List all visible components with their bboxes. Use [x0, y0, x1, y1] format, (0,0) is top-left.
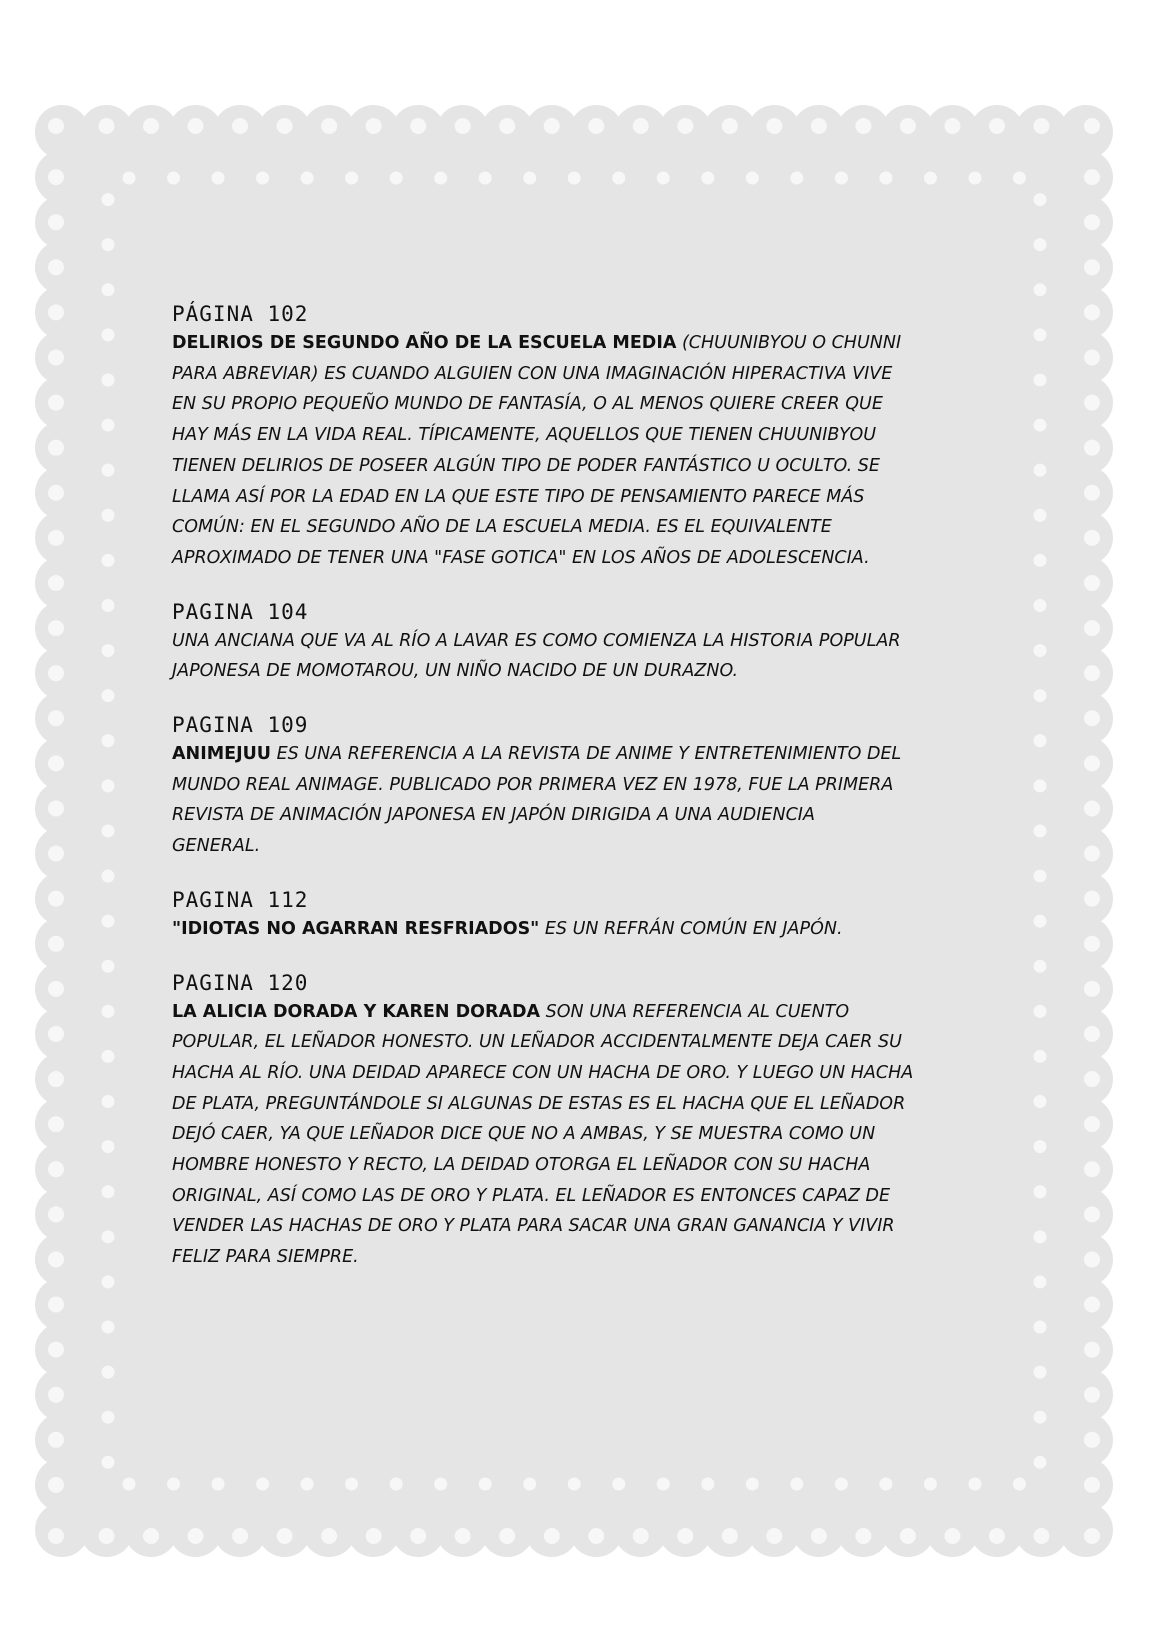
frame-eyelet [1084, 846, 1100, 862]
frame-eyelet [102, 1456, 115, 1469]
frame-eyelet [48, 1528, 64, 1544]
frame-eyelet [102, 1050, 115, 1063]
frame-eyelet [677, 118, 693, 134]
frame-eyelet [102, 283, 115, 296]
frame-eyelet [701, 172, 714, 185]
frame-eyelet [1084, 169, 1100, 185]
frame-eyelet [1084, 485, 1100, 501]
text-line [172, 543, 972, 574]
frame-eyelet [924, 172, 937, 185]
frame-eyelet [1084, 936, 1100, 952]
frame-eyelet [677, 1528, 693, 1544]
frame-eyelet [434, 1478, 447, 1491]
frame-eyelet [48, 1477, 64, 1493]
frame-eyelet [523, 172, 536, 185]
frame-eyelet [390, 172, 403, 185]
frame-eyelet [48, 846, 64, 862]
frame-eyelet [1034, 1185, 1047, 1198]
frame-eyelet [1034, 915, 1047, 928]
frame-eyelet [1033, 1528, 1049, 1544]
frame-eyelet [102, 734, 115, 747]
frame-eyelet [1084, 214, 1100, 230]
frame-eyelet [102, 1411, 115, 1424]
frame-eyelet [321, 1528, 337, 1544]
text-segment: DEJÓ CAER, YA QUE LEÑADOR DICE QUE NO A AMBAS, Y SE MUESTRA COMO UN [172, 1124, 876, 1145]
frame-eyelet [48, 530, 64, 546]
frame-eyelet [102, 599, 115, 612]
highlighted-term: LA ALICIA DORADA Y KAREN DORADA [172, 1001, 541, 1022]
text-line [172, 1058, 972, 1089]
frame-eyelet [48, 349, 64, 365]
frame-eyelet [701, 1478, 714, 1491]
page-reference-heading: PAGINA 120 [172, 970, 309, 995]
frame-eyelet [766, 1528, 782, 1544]
frame-eyelet [143, 1528, 159, 1544]
text-line [172, 739, 972, 770]
frame-eyelet [48, 1432, 64, 1448]
frame-eyelet [1034, 1321, 1047, 1334]
frame-eyelet [102, 1275, 115, 1288]
frame-eyelet [1084, 118, 1100, 134]
text-line [172, 389, 972, 420]
note-text [172, 997, 972, 1273]
frame-eyelet [835, 1478, 848, 1491]
frame-eyelet [48, 620, 64, 636]
text-line [172, 1150, 972, 1181]
frame-eyelet [48, 1071, 64, 1087]
frame-eyelet [1034, 734, 1047, 747]
frame-eyelet [277, 118, 293, 134]
frame-eyelet [1034, 1275, 1047, 1288]
frame-eyelet [1013, 1478, 1026, 1491]
frame-eyelet [102, 464, 115, 477]
notes-content [172, 300, 972, 1297]
frame-eyelet [1034, 373, 1047, 386]
frame-eyelet [102, 238, 115, 251]
text-line [172, 1181, 972, 1212]
frame-eyelet [232, 1528, 248, 1544]
frame-eyelet [321, 118, 337, 134]
frame-eyelet [1034, 1411, 1047, 1424]
text-line [172, 656, 972, 687]
frame-eyelet [835, 172, 848, 185]
frame-eyelet [766, 118, 782, 134]
frame-eyelet [1034, 1095, 1047, 1108]
frame-eyelet [188, 118, 204, 134]
frame-eyelet [48, 259, 64, 275]
frame-eyelet [1034, 509, 1047, 522]
text-segment: FELIZ PARA SIEMPRE. [172, 1247, 359, 1268]
frame-eyelet [48, 1116, 64, 1132]
frame-eyelet [1084, 755, 1100, 771]
frame-eyelet [143, 118, 159, 134]
frame-eyelet [1084, 800, 1100, 816]
note-section [172, 300, 972, 574]
frame-eyelet [256, 172, 269, 185]
frame-eyelet [1034, 824, 1047, 837]
frame-eyelet [102, 689, 115, 702]
frame-eyelet [1084, 575, 1100, 591]
frame-eyelet [1034, 1005, 1047, 1018]
frame-eyelet [48, 936, 64, 952]
text-segment: ES UN REFRÁN COMÚN EN JAPÓN. [539, 918, 843, 939]
note-text [172, 328, 972, 574]
frame-eyelet [102, 1321, 115, 1334]
frame-eyelet [99, 118, 115, 134]
frame-eyelet [410, 118, 426, 134]
frame-eyelet [102, 328, 115, 341]
frame-eyelet [1034, 238, 1047, 251]
text-line [172, 328, 972, 359]
frame-eyelet [1034, 1230, 1047, 1243]
frame-eyelet [212, 172, 225, 185]
frame-eyelet [102, 644, 115, 657]
frame-eyelet [523, 1478, 536, 1491]
frame-eyelet [1084, 349, 1100, 365]
highlighted-term: DELIRIOS DE SEGUNDO AÑO DE LA ESCUELA MEDIA [172, 333, 677, 353]
frame-eyelet [633, 118, 649, 134]
frame-eyelet [455, 1528, 471, 1544]
frame-eyelet [544, 118, 560, 134]
text-line [172, 914, 972, 945]
frame-eyelet [479, 1478, 492, 1491]
frame-eyelet [1034, 644, 1047, 657]
frame-eyelet [1084, 530, 1100, 546]
frame-eyelet [1034, 554, 1047, 567]
frame-eyelet [102, 509, 115, 522]
text-segment: GENERAL. [172, 836, 261, 857]
frame-eyelet [1084, 1528, 1100, 1544]
frame-eyelet [48, 395, 64, 411]
frame-eyelet [102, 960, 115, 973]
frame-eyelet [1084, 1342, 1100, 1358]
text-segment: JAPONESA DE MOMOTAROU, UN NIÑO NACIDO DE UN DURAZNO. [172, 661, 739, 682]
frame-eyelet [1084, 1477, 1100, 1493]
frame-eyelet [568, 172, 581, 185]
frame-eyelet [1034, 1366, 1047, 1379]
text-segment: ES UNA REFERENCIA A LA REVISTA DE ANIME Y ENTRETENIMIENTO DEL [271, 744, 902, 765]
frame-eyelet [1084, 259, 1100, 275]
frame-eyelet [1084, 981, 1100, 997]
frame-eyelet [48, 1161, 64, 1177]
frame-eyelet [102, 1005, 115, 1018]
frame-eyelet [1034, 419, 1047, 432]
frame-eyelet [301, 172, 314, 185]
frame-eyelet [345, 172, 358, 185]
text-segment: POPULAR, EL LEÑADOR HONESTO. UN LEÑADOR ACCIDENTALMENTE DEJA CAER SU [172, 1032, 902, 1053]
frame-eyelet [879, 172, 892, 185]
frame-eyelet [390, 1478, 403, 1491]
text-line [172, 1242, 972, 1273]
frame-eyelet [102, 1185, 115, 1198]
frame-eyelet [1034, 960, 1047, 973]
text-segment: HOMBRE HONESTO Y RECTO, LA DEIDAD OTORGA EL LEÑADOR CON SU HACHA [172, 1155, 871, 1176]
frame-eyelet [1084, 304, 1100, 320]
page-reference-heading: PAGINA 109 [172, 713, 309, 738]
note-text [172, 914, 972, 945]
frame-eyelet [1084, 1297, 1100, 1313]
page-reference-heading: PÁGINA 102 [172, 302, 309, 326]
note-section [172, 598, 972, 687]
note-section [172, 711, 972, 862]
frame-eyelet [544, 1528, 560, 1544]
frame-eyelet [48, 440, 64, 456]
text-line [172, 451, 972, 482]
text-line [172, 770, 972, 801]
frame-eyelet [1084, 440, 1100, 456]
frame-eyelet [989, 1528, 1005, 1544]
frame-eyelet [1084, 710, 1100, 726]
frame-eyelet [48, 981, 64, 997]
frame-eyelet [722, 1528, 738, 1544]
frame-eyelet [612, 1478, 625, 1491]
frame-eyelet [48, 665, 64, 681]
frame-eyelet [102, 1140, 115, 1153]
frame-eyelet [1084, 665, 1100, 681]
text-segment: APROXIMADO DE TENER UNA "FASE GOTICA" EN LOS AÑOS DE ADOLESCENCIA. [172, 547, 870, 568]
frame-eyelet [48, 891, 64, 907]
frame-eyelet [1084, 891, 1100, 907]
frame-eyelet [102, 193, 115, 206]
frame-eyelet [102, 419, 115, 432]
frame-eyelet [48, 1206, 64, 1222]
frame-eyelet [345, 1478, 358, 1491]
frame-eyelet [746, 1478, 759, 1491]
frame-eyelet [48, 304, 64, 320]
frame-eyelet [879, 1478, 892, 1491]
text-segment: ORIGINAL, ASÍ COMO LAS DE ORO Y PLATA. EL LEÑADOR ES ENTONCES CAPAZ DE [172, 1185, 891, 1206]
text-segment: VENDER LAS HACHAS DE ORO Y PLATA PARA SACAR UNA GRAN GANANCIA Y VIVIR [172, 1216, 895, 1237]
frame-eyelet [123, 172, 136, 185]
text-line [172, 1027, 972, 1058]
frame-eyelet [232, 118, 248, 134]
text-segment: MUNDO REAL ANIMAGE. PUBLICADO POR PRIMERA VEZ EN 1978, FUE LA PRIMERA [172, 774, 894, 795]
frame-eyelet [1034, 1050, 1047, 1063]
frame-eyelet [455, 118, 471, 134]
text-line [172, 482, 972, 513]
frame-eyelet [102, 915, 115, 928]
frame-eyelet [499, 118, 515, 134]
note-text [172, 739, 972, 862]
frame-eyelet [102, 779, 115, 792]
frame-eyelet [790, 1478, 803, 1491]
text-segment: REVISTA DE ANIMACIÓN JAPONESA EN JAPÓN DIRIGIDA A UNA AUDIENCIA [172, 805, 815, 826]
frame-eyelet [1084, 1432, 1100, 1448]
text-line [172, 1211, 972, 1242]
frame-eyelet [811, 118, 827, 134]
frame-eyelet [855, 118, 871, 134]
frame-eyelet [1084, 620, 1100, 636]
frame-eyelet [102, 1095, 115, 1108]
frame-eyelet [1034, 464, 1047, 477]
frame-eyelet [588, 1528, 604, 1544]
frame-eyelet [102, 373, 115, 386]
frame-eyelet [1034, 193, 1047, 206]
frame-eyelet [1034, 689, 1047, 702]
text-segment: EN SU PROPIO PEQUEÑO MUNDO DE FANTASÍA, O AL MENOS QUIERE CREER QUE [172, 394, 883, 415]
frame-eyelet [366, 118, 382, 134]
frame-eyelet [1013, 172, 1026, 185]
frame-eyelet [48, 755, 64, 771]
frame-eyelet [410, 1528, 426, 1544]
text-line [172, 1089, 972, 1120]
frame-eyelet [123, 1478, 136, 1491]
frame-eyelet [1033, 118, 1049, 134]
frame-eyelet [48, 800, 64, 816]
frame-eyelet [102, 1230, 115, 1243]
frame-eyelet [479, 172, 492, 185]
note-text [172, 626, 972, 687]
frame-eyelet [657, 1478, 670, 1491]
frame-eyelet [167, 1478, 180, 1491]
frame-eyelet [900, 118, 916, 134]
text-line [172, 831, 972, 862]
frame-eyelet [102, 870, 115, 883]
frame-eyelet [989, 118, 1005, 134]
text-segment: HAY MÁS EN LA VIDA REAL. TÍPICAMENTE, AQUELLOS QUE TIENEN CHUUNIBYOU [172, 425, 877, 446]
frame-eyelet [48, 575, 64, 591]
frame-eyelet [212, 1478, 225, 1491]
text-line [172, 1119, 972, 1150]
frame-eyelet [188, 1528, 204, 1544]
frame-eyelet [48, 118, 64, 134]
frame-eyelet [657, 172, 670, 185]
frame-eyelet [434, 172, 447, 185]
frame-eyelet [944, 118, 960, 134]
frame-eyelet [48, 214, 64, 230]
frame-eyelet [48, 1026, 64, 1042]
text-segment: UNA ANCIANA QUE VA AL RÍO A LAVAR ES COMO COMIENZA LA HISTORIA POPULAR [172, 630, 901, 651]
text-segment: HACHA AL RÍO. UNA DEIDAD APARECE CON UN HACHA DE ORO. Y LUEGO UN HACHA [172, 1062, 914, 1083]
frame-eyelet [900, 1528, 916, 1544]
frame-eyelet [48, 710, 64, 726]
frame-eyelet [746, 172, 759, 185]
text-line [172, 512, 972, 543]
frame-eyelet [924, 1478, 937, 1491]
text-line [172, 359, 972, 390]
frame-eyelet [568, 1478, 581, 1491]
highlighted-term: ANIMEJUU [172, 744, 272, 765]
text-line [172, 800, 972, 831]
frame-eyelet [968, 1478, 981, 1491]
frame-eyelet [588, 118, 604, 134]
frame-eyelet [48, 1251, 64, 1267]
frame-eyelet [99, 1528, 115, 1544]
frame-eyelet [1084, 1071, 1100, 1087]
page-reference-heading: PAGINA 112 [172, 887, 309, 912]
text-line [172, 626, 972, 657]
frame-eyelet [1084, 1206, 1100, 1222]
frame-eyelet [48, 1387, 64, 1403]
note-section [172, 969, 972, 1273]
frame-eyelet [790, 172, 803, 185]
frame-eyelet [1034, 283, 1047, 296]
frame-eyelet [277, 1528, 293, 1544]
frame-eyelet [1084, 1251, 1100, 1267]
frame-eyelet [1034, 779, 1047, 792]
frame-eyelet [1034, 870, 1047, 883]
text-line [172, 420, 972, 451]
frame-eyelet [48, 1342, 64, 1358]
frame-eyelet [855, 1528, 871, 1544]
frame-eyelet [48, 169, 64, 185]
highlighted-term: "IDIOTAS NO AGARRAN RESFRIADOS" [172, 918, 540, 939]
frame-eyelet [102, 824, 115, 837]
text-segment: (CHUUNIBYOU O CHUNNI [676, 333, 902, 353]
frame-eyelet [102, 554, 115, 567]
frame-eyelet [102, 1366, 115, 1379]
frame-eyelet [944, 1528, 960, 1544]
frame-eyelet [1084, 1116, 1100, 1132]
text-segment: TIENEN DELIRIOS DE POSEER ALGÚN TIPO DE PODER FANTÁSTICO U OCULTO. SE [172, 455, 880, 476]
frame-eyelet [1034, 1456, 1047, 1469]
note-section [172, 886, 972, 945]
text-segment: LLAMA ASÍ POR LA EDAD EN LA QUE ESTE TIPO DE PENSAMIENTO PARECE MÁS [172, 486, 865, 507]
frame-eyelet [633, 1528, 649, 1544]
frame-eyelet [612, 172, 625, 185]
frame-eyelet [1034, 599, 1047, 612]
frame-eyelet [1084, 1161, 1100, 1177]
frame-eyelet [1084, 395, 1100, 411]
frame-eyelet [722, 118, 738, 134]
frame-eyelet [1034, 1140, 1047, 1153]
text-segment: COMÚN: EN EL SEGUNDO AÑO DE LA ESCUELA MEDIA. ES EL EQUIVALENTE [172, 517, 832, 538]
frame-eyelet [48, 1297, 64, 1313]
text-line [172, 997, 972, 1028]
frame-eyelet [1084, 1387, 1100, 1403]
frame-eyelet [366, 1528, 382, 1544]
frame-eyelet [167, 172, 180, 185]
frame-eyelet [301, 1478, 314, 1491]
frame-eyelet [499, 1528, 515, 1544]
frame-eyelet [1034, 328, 1047, 341]
frame-eyelet [968, 172, 981, 185]
frame-eyelet [1084, 1026, 1100, 1042]
text-segment: DE PLATA, PREGUNTÁNDOLE SI ALGUNAS DE ESTAS ES EL HACHA QUE EL LEÑADOR [172, 1093, 906, 1114]
frame-eyelet [811, 1528, 827, 1544]
text-segment: PARA ABREVIAR) ES CUANDO ALGUIEN CON UNA IMAGINACIÓN HIPERACTIVA VIVE [172, 363, 893, 384]
page-reference-heading: PAGINA 104 [172, 599, 309, 624]
frame-eyelet [256, 1478, 269, 1491]
frame-eyelet [48, 485, 64, 501]
text-segment: SON UNA REFERENCIA AL CUENTO [540, 1001, 850, 1022]
